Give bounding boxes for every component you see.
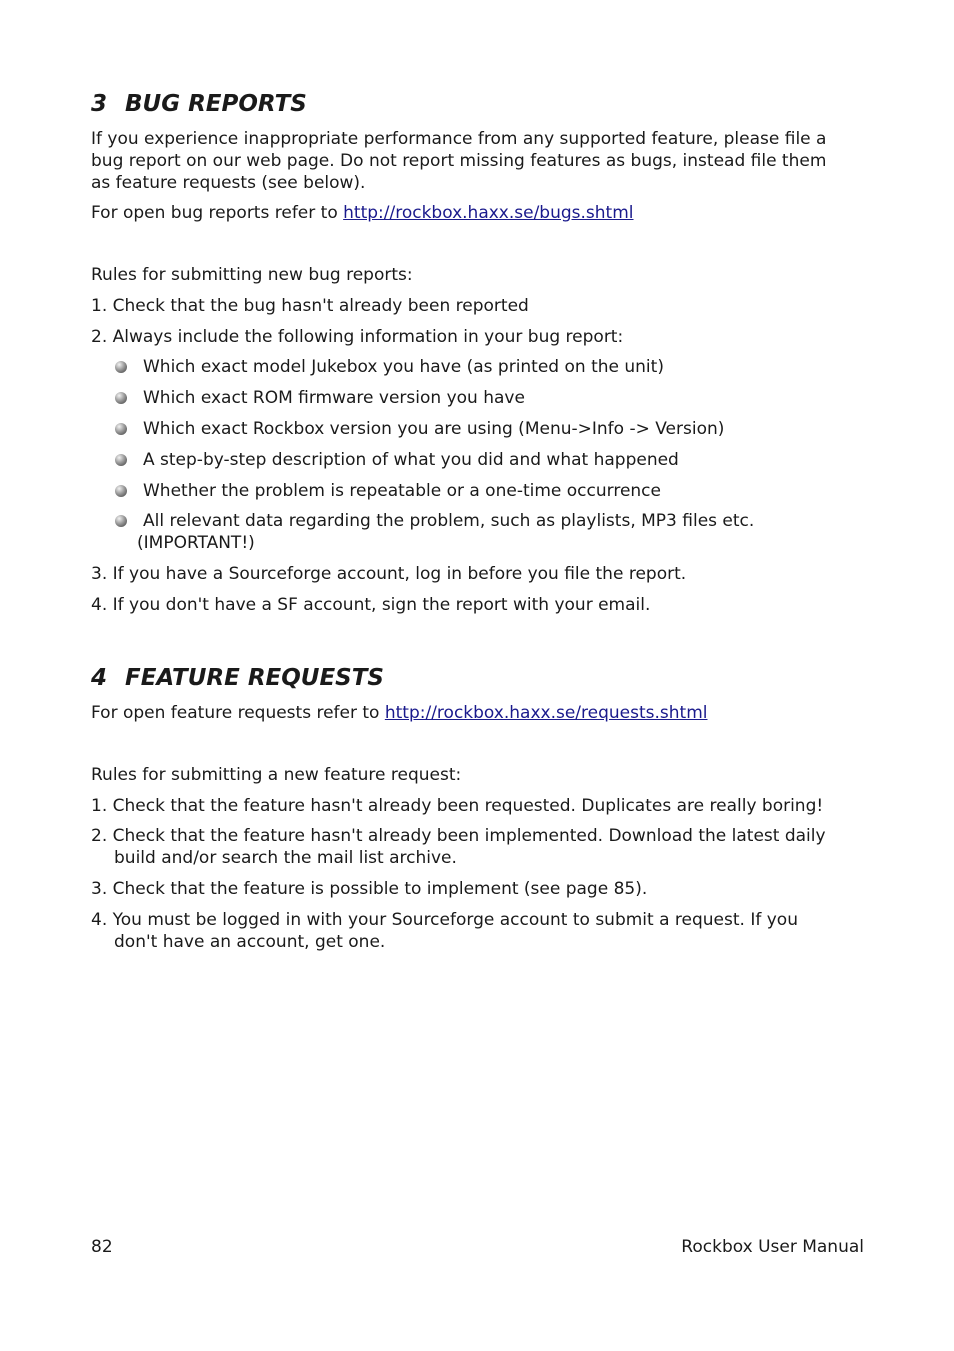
bullet-item: All relevant data regarding the problem, such as playlists, MP3 files etc. bbox=[115, 510, 754, 532]
bullet-item: A step-by-step description of what you did and what happened bbox=[115, 449, 679, 471]
bugs-link[interactable]: http://rockbox.haxx.se/bugs.shtml bbox=[343, 203, 634, 223]
rules-heading: Rules for submitting a new feature request: bbox=[91, 765, 462, 785]
list-item-continuation: don't have an account, get one. bbox=[114, 932, 386, 952]
list-item: 2. Check that the feature hasn't already been implemented. Download the latest daily bbox=[91, 826, 826, 846]
list-item-continuation: build and/or search the mail list archive. bbox=[114, 848, 457, 868]
list-item: 2. Always include the following information in your bug report: bbox=[91, 327, 624, 347]
bullet-icon bbox=[115, 423, 127, 435]
list-item: 3. If you have a Sourceforge account, log in before you file the report. bbox=[91, 564, 687, 584]
requests-link[interactable]: http://rockbox.haxx.se/requests.shtml bbox=[384, 703, 708, 723]
bullet-item: Which exact model Jukebox you have (as printed on the unit) bbox=[115, 356, 664, 378]
section-number: 3 bbox=[91, 91, 108, 117]
list-item: 1. Check that the bug hasn't already been reported bbox=[91, 296, 529, 316]
section-number: 4 bbox=[91, 665, 108, 691]
intro-line: bug report on our web page. Do not report missing features as bugs, instead file them bbox=[91, 151, 827, 171]
reference-prefix: For open feature requests refer to bbox=[91, 703, 380, 723]
feature-requests-reference bbox=[91, 702, 708, 724]
section-heading-feature-requests bbox=[91, 665, 384, 691]
list-item: 4. If you don't have a SF account, sign the report with your email. bbox=[91, 595, 651, 615]
list-item: 4. You must be logged in with your Sourceforge account to submit a request. If you bbox=[91, 910, 798, 930]
bullet-item: Which exact Rockbox version you are using (Menu->Info -> Version) bbox=[115, 418, 724, 440]
bullet-icon bbox=[115, 515, 127, 527]
rules-heading: Rules for submitting new bug reports: bbox=[91, 265, 413, 285]
bug-reports-reference bbox=[91, 202, 634, 224]
bullet-item: Which exact ROM firmware version you have bbox=[115, 387, 525, 409]
section-title: BUG REPORTS bbox=[125, 91, 307, 117]
bullet-icon bbox=[115, 392, 127, 404]
intro-line: If you experience inappropriate performance from any supported feature, please file a bbox=[91, 129, 827, 149]
section-title: FEATURE REQUESTS bbox=[125, 665, 384, 691]
bullet-icon bbox=[115, 454, 127, 466]
bullet-icon bbox=[115, 485, 127, 497]
bullet-continuation: (IMPORTANT!) bbox=[137, 533, 255, 553]
reference-prefix: For open bug reports refer to bbox=[91, 203, 338, 223]
manual-title: Rockbox User Manual bbox=[681, 1237, 864, 1257]
list-item: 3. Check that the feature is possible to implement (see page 85). bbox=[91, 879, 648, 899]
section-heading-bug-reports bbox=[91, 91, 307, 117]
bullet-item: Whether the problem is repeatable or a one-time occurrence bbox=[115, 480, 661, 502]
bullet-icon bbox=[115, 361, 127, 373]
intro-line: as feature requests (see below). bbox=[91, 173, 366, 193]
list-item: 1. Check that the feature hasn't already been requested. Duplicates are really boring! bbox=[91, 796, 824, 816]
page-number: 82 bbox=[91, 1237, 113, 1257]
